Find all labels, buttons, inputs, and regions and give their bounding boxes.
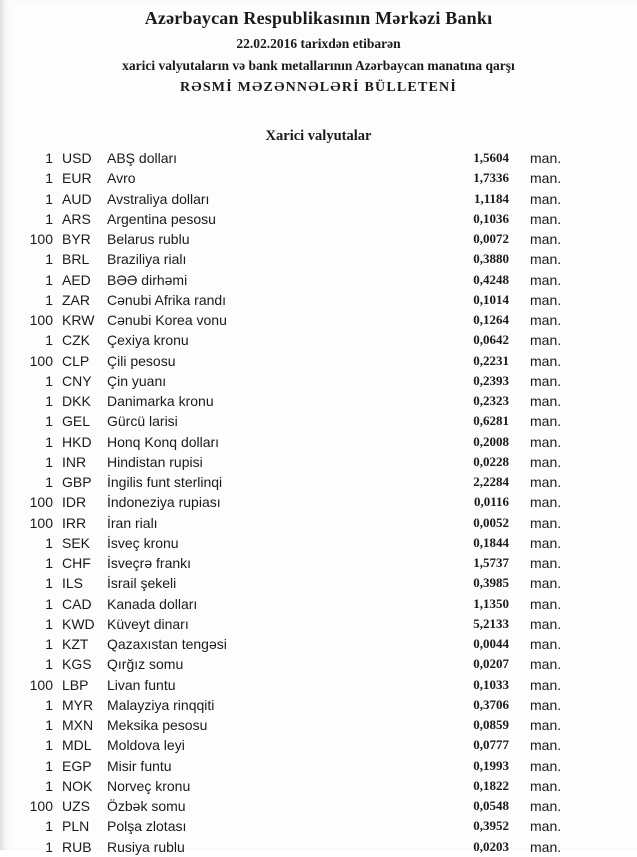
currency-name: Hindistan rupisi: [107, 453, 203, 470]
currency-code: NOK: [62, 777, 93, 794]
currency-code: CHF: [62, 555, 91, 571]
currency-code: IDR: [62, 494, 87, 511]
currency-unit: man.: [530, 190, 562, 207]
currency-code: SEK: [62, 534, 91, 551]
currency-unit: man.: [530, 291, 562, 308]
currency-quantity: 1: [45, 696, 53, 713]
currency-name: Misir funtu: [107, 757, 172, 774]
currency-unit: man.: [530, 494, 562, 511]
bulletin-subtitle: xarici valyutaların və bank metallarının Azərbaycan manatına qarşı: [122, 58, 515, 73]
table-row: [0, 553, 637, 573]
currency-name: ABŞ dolları: [107, 150, 178, 166]
currency-name: İsrail şekeli: [107, 575, 177, 592]
currency-quantity: 100: [29, 312, 53, 328]
currency-quantity: 1: [45, 210, 53, 227]
table-row: [0, 654, 637, 674]
currency-quantity: 1: [45, 271, 53, 288]
currency-code: RUB: [62, 838, 92, 855]
currency-name: Qazaxıstan tengəsi: [107, 636, 227, 652]
table-row: [0, 290, 637, 310]
currency-quantity: 1: [45, 413, 53, 430]
currency-name: Braziliya rialı: [107, 251, 187, 268]
currency-unit: man.: [530, 150, 562, 166]
exchange-rate: 0,0207: [473, 656, 509, 672]
exchange-rate: 0,1036: [473, 210, 509, 226]
table-row: [0, 391, 637, 411]
currency-unit: man.: [530, 271, 562, 288]
exchange-rate: 0,0052: [473, 514, 509, 530]
currency-quantity: 1: [45, 332, 53, 349]
exchange-rate: 0,3880: [473, 251, 509, 267]
currency-unit: man.: [530, 676, 562, 693]
exchange-rate: 0,1014: [473, 291, 509, 307]
currency-quantity: 1: [45, 534, 53, 551]
bank-title: Azərbaycan Respublikasının Mərkəzi Bankı: [144, 8, 493, 28]
currency-unit: man.: [530, 453, 562, 470]
currency-code: CAD: [62, 595, 92, 612]
table-row: [0, 695, 637, 715]
currency-unit: man.: [530, 433, 562, 450]
currency-name: Argentina pesosu: [107, 210, 216, 227]
exchange-rate: 0,0044: [473, 636, 509, 651]
exchange-rate: 0,0642: [473, 332, 509, 348]
currency-quantity: 100: [29, 676, 53, 693]
currency-name: Kanada dolları: [107, 595, 198, 612]
exchange-rate: 0,0116: [473, 494, 509, 510]
table-row: [0, 270, 637, 290]
currency-name: Cənubi Korea vonu: [107, 312, 227, 328]
currency-code: GEL: [62, 413, 91, 430]
currency-name: Meksika pesosu: [107, 717, 208, 733]
currency-quantity: 1: [45, 190, 53, 207]
exchange-rate: 1,5737: [473, 555, 509, 570]
table-row: [0, 452, 637, 472]
currency-quantity: 1: [45, 170, 53, 187]
exchange-rate: 2,2284: [473, 474, 509, 489]
currency-quantity: 1: [45, 291, 53, 308]
currency-name: İsveç kronu: [107, 534, 179, 551]
currency-code: ILS: [62, 575, 84, 592]
currency-unit: man.: [530, 372, 562, 389]
currency-quantity: 100: [29, 231, 53, 247]
exchange-rate: 0,2008: [473, 433, 509, 449]
exchange-rate: 1,7336: [473, 170, 509, 186]
table-row: [0, 189, 637, 209]
currency-quantity: 1: [45, 777, 53, 794]
table-row: [0, 411, 637, 431]
currency-name: BƏƏ dirhəmi: [107, 271, 188, 288]
exchange-rate: 0,4248: [473, 271, 509, 287]
table-row: [0, 209, 637, 229]
exchange-rate: 0,3952: [473, 818, 509, 834]
currency-code: BRL: [62, 251, 90, 268]
currency-name: Avro: [107, 170, 136, 187]
currency-unit: man.: [530, 636, 562, 652]
table-row: [0, 735, 637, 755]
table-row: [0, 229, 637, 249]
currency-unit: man.: [530, 210, 562, 227]
currency-quantity: 1: [45, 757, 53, 774]
currency-name: Belarus rublu: [107, 231, 190, 247]
table-row: [0, 351, 637, 371]
currency-unit: man.: [530, 737, 562, 754]
currency-code: KZT: [62, 636, 89, 652]
currency-name: İsveçrə frankı: [107, 555, 192, 571]
exchange-rate: 0,1844: [473, 534, 509, 550]
currency-code: KRW: [62, 312, 95, 328]
rates-table: [0, 148, 637, 857]
exchange-rate: 0,0548: [473, 798, 509, 813]
currency-code: MDL: [62, 737, 92, 754]
currency-name: Rusiya rublu: [107, 838, 185, 855]
exchange-rate: 1,1184: [473, 190, 509, 206]
currency-quantity: 1: [45, 656, 53, 673]
exchange-rate: 0,2323: [473, 393, 509, 408]
currency-quantity: 1: [45, 393, 53, 409]
exchange-rate: 1,5604: [473, 150, 509, 165]
table-row: [0, 432, 637, 452]
currency-unit: man.: [530, 575, 562, 592]
currency-name: İran rialı: [107, 514, 158, 531]
currency-unit: man.: [530, 595, 562, 612]
table-row: [0, 634, 637, 654]
currency-quantity: 1: [45, 737, 53, 754]
currency-code: CZK: [62, 332, 90, 349]
currency-quantity: 100: [29, 494, 53, 511]
table-row: [0, 168, 637, 188]
exchange-rate: 0,1822: [473, 777, 509, 793]
currency-unit: man.: [530, 615, 562, 632]
table-row: [0, 776, 637, 796]
table-row: [0, 816, 637, 836]
exchange-rate: 0,6281: [473, 413, 509, 429]
currency-code: INR: [62, 453, 87, 470]
currency-code: PLN: [62, 818, 90, 835]
exchange-rate: 0,2393: [473, 372, 509, 388]
currency-unit: man.: [530, 251, 562, 268]
table-row: [0, 756, 637, 776]
table-row: [0, 594, 637, 614]
currency-name: Çin yuanı: [107, 372, 167, 389]
table-row: [0, 472, 637, 492]
exchange-rate: 0,3706: [473, 696, 509, 712]
currency-name: Moldova leyi: [107, 737, 185, 754]
currency-unit: man.: [530, 757, 562, 774]
exchange-rate: 0,0777: [473, 737, 509, 753]
exchange-rate: 0,2231: [473, 352, 509, 368]
exchange-rate: 0,0859: [473, 717, 509, 732]
currency-code: UZS: [62, 798, 90, 814]
table-row: [0, 715, 637, 735]
currency-quantity: 1: [45, 150, 53, 166]
exchange-rate: 0,0072: [473, 231, 509, 246]
currency-quantity: 1: [45, 453, 53, 470]
currency-unit: man.: [530, 696, 562, 713]
currency-code: KWD: [62, 615, 95, 632]
currency-code: GBP: [62, 474, 92, 490]
currency-name: Cənubi Afrika randı: [107, 291, 227, 308]
currency-name: İngilis funt sterlinqi: [107, 474, 223, 490]
table-row: [0, 573, 637, 593]
currency-code: ARS: [62, 210, 91, 227]
currency-quantity: 1: [45, 595, 53, 612]
table-row: [0, 533, 637, 553]
table-row: [0, 837, 637, 857]
currency-name: İndoneziya rupiası: [107, 494, 221, 511]
currency-quantity: 1: [45, 717, 53, 733]
currency-unit: man.: [530, 838, 562, 855]
exchange-rate: 0,1993: [473, 757, 509, 773]
currency-code: EGP: [62, 757, 92, 774]
exchange-rate: 0,0228: [473, 453, 509, 469]
currency-name: Danimarka kronu: [107, 393, 214, 409]
currency-name: Norveç kronu: [107, 777, 191, 794]
currency-unit: man.: [530, 656, 562, 673]
currency-code: LBP: [62, 676, 89, 693]
currency-code: KGS: [62, 656, 92, 673]
currency-name: Gürcü larisi: [107, 413, 178, 430]
currency-quantity: 1: [45, 251, 53, 268]
currency-code: EUR: [62, 170, 92, 187]
currency-unit: man.: [530, 312, 562, 328]
table-row: [0, 675, 637, 695]
currency-quantity: 1: [45, 474, 53, 490]
currency-code: MYR: [62, 696, 94, 713]
currency-code: IRR: [62, 514, 87, 531]
currency-code: ZAR: [62, 291, 90, 308]
currency-name: Qırğız somu: [107, 656, 184, 673]
bulletin-title: RƏSMİ MƏZƏNNƏLƏRİ BÜLLETENİ: [179, 80, 458, 95]
currency-quantity: 100: [29, 514, 53, 531]
currency-unit: man.: [530, 474, 562, 490]
table-row: [0, 614, 637, 634]
currency-quantity: 1: [45, 433, 53, 450]
currency-unit: man.: [530, 534, 562, 551]
currency-code: CLP: [62, 352, 90, 369]
currency-unit: man.: [530, 717, 562, 733]
currency-quantity: 1: [45, 636, 53, 652]
currency-name: Özbək somu: [107, 798, 186, 814]
currency-code: BYR: [62, 231, 91, 247]
exchange-rate: 0,3985: [473, 575, 509, 591]
currency-name: Avstraliya dolları: [107, 190, 210, 207]
currency-name: Malayziya rinqqiti: [107, 696, 215, 713]
currency-quantity: 1: [45, 818, 53, 835]
currency-quantity: 1: [45, 838, 53, 855]
table-row: [0, 330, 637, 350]
section-heading: Xarici valyutalar: [265, 128, 372, 144]
currency-unit: man.: [530, 393, 562, 409]
currency-quantity: 100: [29, 798, 53, 814]
currency-code: USD: [62, 150, 92, 166]
currency-code: AUD: [62, 190, 92, 207]
table-row: [0, 148, 637, 168]
currency-code: MXN: [62, 717, 94, 733]
currency-quantity: 1: [45, 372, 53, 389]
currency-quantity: 1: [45, 555, 53, 571]
currency-unit: man.: [530, 798, 562, 814]
currency-unit: man.: [530, 231, 562, 247]
currency-unit: man.: [530, 332, 562, 349]
table-row: [0, 310, 637, 330]
table-row: [0, 796, 637, 816]
currency-quantity: 1: [45, 575, 53, 592]
exchange-rate: 0,1033: [473, 676, 509, 692]
table-row: [0, 492, 637, 512]
currency-unit: man.: [530, 514, 562, 531]
table-row: [0, 371, 637, 391]
currency-name: Çexiya kronu: [107, 332, 189, 349]
currency-unit: man.: [530, 170, 562, 187]
currency-unit: man.: [530, 413, 562, 430]
currency-name: Livan funtu: [107, 676, 176, 693]
exchange-rate: 0,1264: [473, 312, 509, 327]
exchange-rate: 0,0203: [473, 838, 509, 854]
currency-unit: man.: [530, 555, 562, 571]
currency-unit: man.: [530, 818, 562, 835]
currency-quantity: 1: [45, 615, 53, 632]
currency-code: DKK: [62, 393, 91, 409]
currency-quantity: 100: [29, 352, 53, 369]
currency-unit: man.: [530, 777, 562, 794]
currency-code: AED: [62, 271, 91, 288]
currency-name: Honq Konq dolları: [107, 433, 220, 450]
table-row: [0, 249, 637, 269]
exchange-rate: 5,2133: [473, 615, 509, 631]
effective-date: 22.02.2016 tarixdən etibarən: [236, 36, 401, 51]
currency-name: Küveyt dinarı: [107, 615, 189, 632]
currency-code: CNY: [62, 372, 92, 389]
currency-code: HKD: [62, 433, 92, 450]
currency-name: Polşa zlotası: [107, 818, 187, 835]
exchange-rate: 1,1350: [473, 595, 509, 611]
currency-unit: man.: [530, 352, 562, 369]
currency-name: Çili pesosu: [107, 352, 176, 369]
table-row: [0, 513, 637, 533]
